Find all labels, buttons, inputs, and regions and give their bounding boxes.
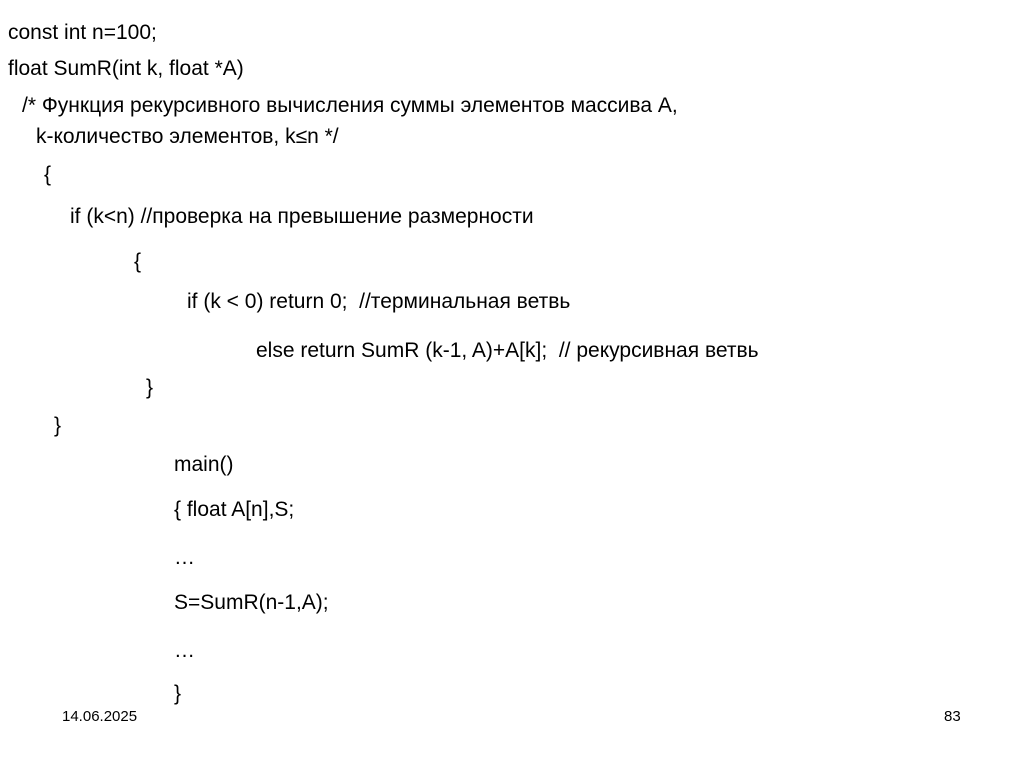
code-line-function-signature: float SumR(int k, float *A) xyxy=(8,57,244,80)
code-line-ellipsis-1: … xyxy=(174,546,195,569)
code-line-open-brace: { xyxy=(44,163,52,186)
code-line-inner-close-brace: } xyxy=(146,376,154,399)
code-line-main-close-brace: } xyxy=(174,682,182,705)
code-line-comment-1: /* Функция рекурсивного вычисления суммы элементов массива A, xyxy=(22,94,678,117)
code-line-recursive-branch: else return SumR (k-1, A)+A[k]; // рекурсивная ветвь xyxy=(256,339,759,362)
footer-page-number: 83 xyxy=(944,708,961,725)
code-line-ellipsis-2: … xyxy=(174,639,195,662)
code-line-declare: { float A[n],S; xyxy=(174,498,295,521)
code-line-main: main() xyxy=(174,453,234,476)
code-line-if-check: if (k<n) //проверка на превышение размерности xyxy=(70,205,534,228)
code-line-comment-2: k-количество элементов, k≤n */ xyxy=(36,125,339,148)
code-line-sum-call: S=SumR(n-1,A); xyxy=(174,591,329,614)
code-line-const: const int n=100; xyxy=(8,21,157,44)
code-line-inner-open-brace: { xyxy=(134,250,142,273)
code-line-close-brace: } xyxy=(54,414,62,437)
footer-date: 14.06.2025 xyxy=(62,708,138,725)
code-line-terminal-branch: if (k < 0) return 0; //терминальная ветвь xyxy=(187,290,571,313)
